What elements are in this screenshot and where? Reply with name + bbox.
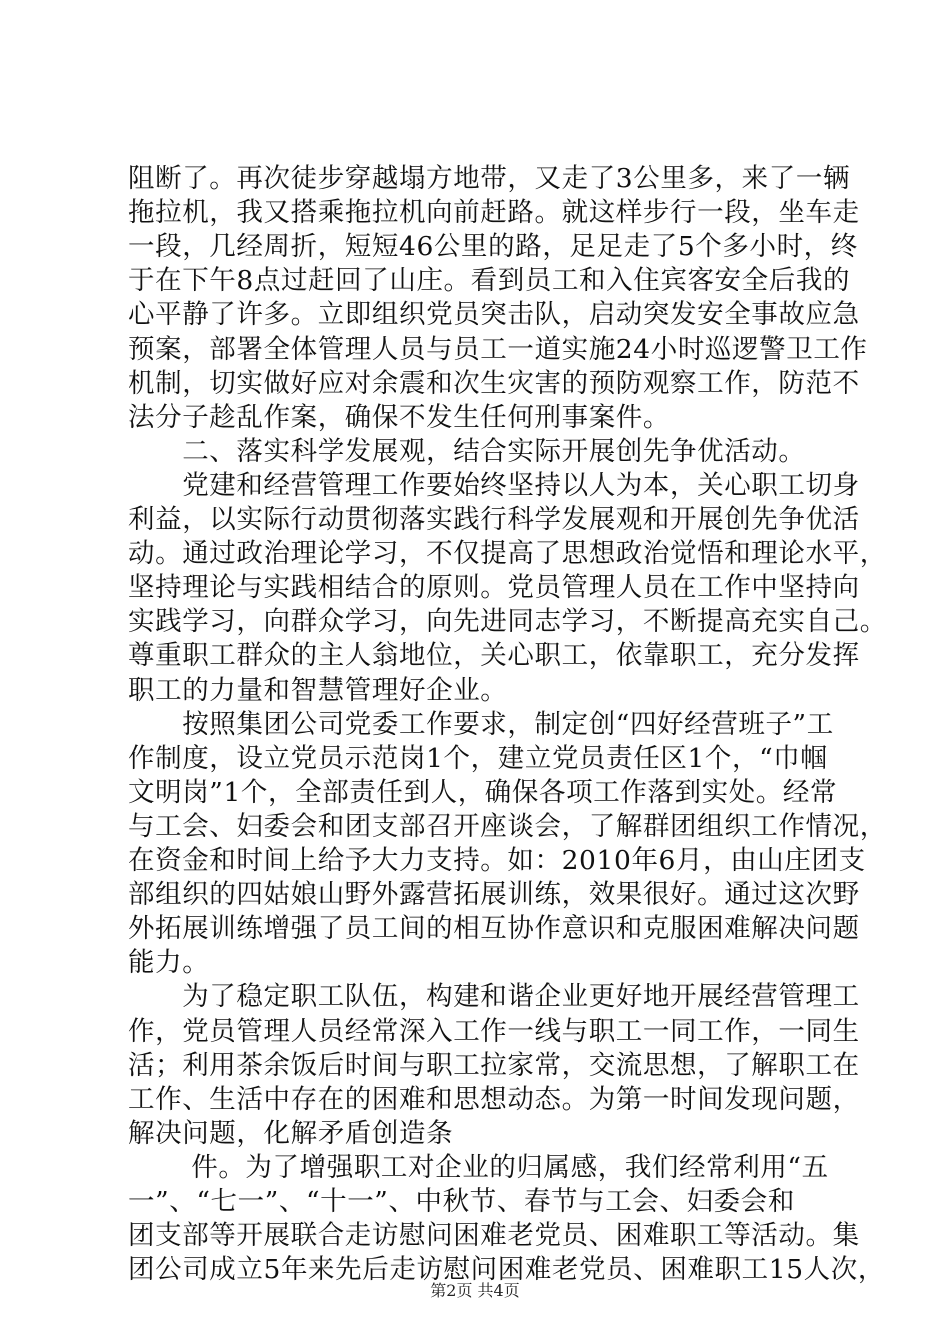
text-line: 工作、生活中存在的困难和思想动态。为第一时间发现问题， [128,1084,860,1115]
text-line: 外拓展训练增强了员工间的相互协作意识和克服困难解决问题 [128,913,860,944]
text-line: 件。为了增强职工对企业的归属感，我们经常利用“五 [128,1152,829,1183]
text-line: 按照集团公司党委工作要求，制定创“四好经营班子”工 [128,709,834,740]
text-line: 文明岗”1个，全部责任到人，确保各项工作落到实处。经常 [128,777,838,808]
text-line: 职工的力量和智慧管理好企业。 [128,675,508,706]
text-line: 法分子趁乱作案，确保不发生任何刑事案件。 [128,402,670,433]
text-line: 一”、“七一”、“十一”、中秋节、春节与工会、妇委会和 [128,1186,795,1217]
text-line: 部组织的四姑娘山野外露营拓展训练，效果很好。通过这次野 [128,879,860,910]
text-line: 尊重职工群众的主人翁地位，关心职工，依靠职工，充分发挥 [128,640,860,671]
text-line: 预案，部署全体管理人员与员工一道实施24小时巡逻警卫工作 [128,334,868,365]
text-line: 团支部等开展联合走访慰问困难老党员、困难职工等活动。集 [128,1220,860,1251]
text-line: 团公司成立5年来先后走访慰问困难老党员、困难职工15人次， [128,1254,885,1285]
text-line: 实践学习，向群众学习，向先进同志学习，不断提高充实自己。 [128,606,887,637]
text-line: 利益，以实际行动贯彻落实践行科学发展观和开展创先争优活 [128,504,860,535]
page-footer: 第2页 共4页 [430,1281,520,1300]
text-line: 于在下午8点过赶回了山庄。看到员工和入住宾客安全后我的 [128,265,851,296]
text-line: 作，党员管理人员经常深入工作一线与职工一同工作，一同生 [128,1016,860,1047]
text-line: 活；利用茶余饭后时间与职工拉家常，交流思想，了解职工在 [128,1050,860,1081]
text-line: 与工会、妇委会和团支部召开座谈会，了解群团组织工作情况， [128,811,887,842]
text-line: 坚持理论与实践相结合的原则。党员管理人员在工作中坚持向 [128,572,860,603]
text-line: 动。通过政治理论学习，不仅提高了思想政治觉悟和理论水平， [128,538,887,569]
text-line: 心平静了许多。立即组织党员突击队，启动突发安全事故应急 [128,299,860,330]
text-line: 机制，切实做好应对余震和次生灾害的预防观察工作，防范不 [128,368,860,399]
text-line: 阻断了。再次徒步穿越塌方地带，又走了3公里多，来了一辆 [128,163,851,194]
text-line: 党建和经营管理工作要始终坚持以人为本，关心职工切身 [128,470,860,501]
text-line: 能力。 [128,947,210,978]
text-line: 拖拉机，我又搭乘拖拉机向前赶路。就这样步行一段，坐车走 [128,197,860,228]
text-line: 解决问题，化解矛盾创造条 [128,1118,454,1149]
text-line: 作制度，设立党员示范岗1个，建立党员责任区1个，“巾帼 [128,743,828,774]
text-line: 二、落实科学发展观，结合实际开展创先争优活动。 [128,436,806,467]
text-line: 为了稳定职工队伍，构建和谐企业更好地开展经营管理工 [128,981,860,1012]
text-line: 一段，几经周折，短短46公里的路，足足走了5个多小时，终 [128,231,858,262]
text-line: 在资金和时间上给予大力支持。如：2010年6月，由山庄团支 [128,845,866,876]
